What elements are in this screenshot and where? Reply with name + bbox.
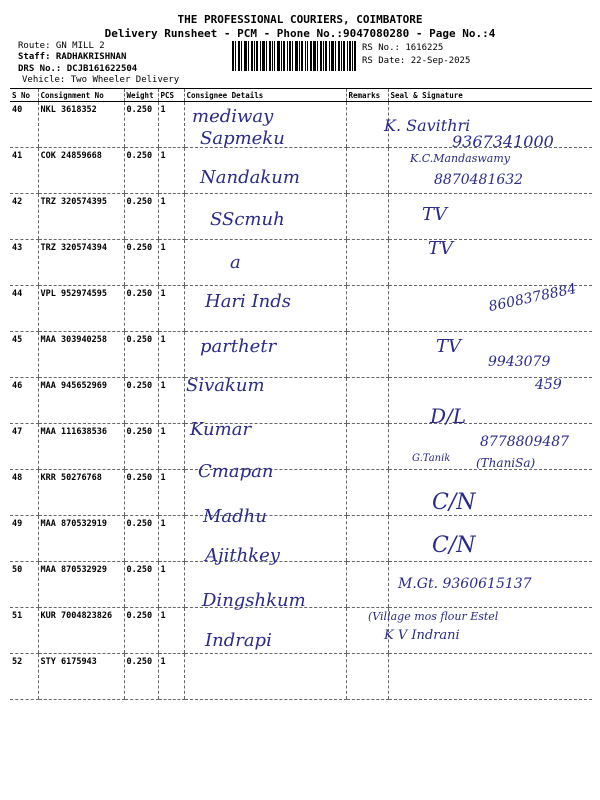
signature-cell — [388, 654, 592, 700]
runsheet-subtitle: Delivery Runsheet - PCM - Phone No.:9047080280 - Page No.:4 — [104, 27, 496, 40]
handwritten-signature: (ThaniSa) — [476, 456, 536, 470]
sno-cell: 46 — [10, 378, 38, 424]
consignment-cell: MAA 870532929 — [38, 562, 124, 608]
handwritten-name: mediway — [192, 106, 274, 127]
handwritten-name: a — [230, 252, 241, 273]
consignment-cell: STY 6175943 — [38, 654, 124, 700]
consignee-cell — [184, 240, 346, 286]
pcs-cell: 1 — [158, 286, 184, 332]
handwritten-name: Nandakum — [200, 167, 300, 188]
handwritten-signature: 9367341000 — [452, 132, 554, 151]
signature-cell — [388, 516, 592, 562]
col-header-consignment: Consignment No — [38, 89, 124, 102]
remarks-cell — [346, 562, 388, 608]
handwritten-signature: TV — [428, 238, 454, 259]
remarks-cell — [346, 194, 388, 240]
weight-cell: 0.250 — [124, 240, 158, 286]
weight-cell: 0.250 — [124, 516, 158, 562]
pcs-cell: 1 — [158, 194, 184, 240]
handwritten-signature: K.C.Mandaswamy — [410, 152, 511, 165]
weight-cell: 0.250 — [124, 378, 158, 424]
pcs-cell: 1 — [158, 562, 184, 608]
table-row — [10, 194, 592, 240]
consignment-cell: TRZ 320574395 — [38, 194, 124, 240]
table-row — [10, 516, 592, 562]
remarks-cell — [346, 378, 388, 424]
consignment-cell: KUR 7004823826 — [38, 608, 124, 654]
remarks-cell — [346, 240, 388, 286]
weight-cell: 0.250 — [124, 654, 158, 700]
handwritten-signature: 8870481632 — [434, 172, 524, 188]
consignment-cell: TRZ 320574394 — [38, 240, 124, 286]
handwritten-signature: K. Savithri — [384, 116, 471, 135]
table-row — [10, 654, 592, 700]
handwritten-signature: K V Indrani — [384, 628, 460, 643]
table-row — [10, 470, 592, 516]
pcs-cell: 1 — [158, 470, 184, 516]
route-label: Route: GN MILL 2 — [18, 41, 105, 51]
sno-cell: 42 — [10, 194, 38, 240]
weight-cell: 0.250 — [124, 562, 158, 608]
consignment-cell: NKL 3618352 — [38, 102, 124, 148]
staff-label: Staff: RADHAKRISHNAN — [18, 52, 127, 62]
handwritten-signature: C/N — [432, 533, 476, 558]
sno-cell: 44 — [10, 286, 38, 332]
sno-cell: 43 — [10, 240, 38, 286]
handwritten-signature: 8778809487 — [480, 434, 570, 450]
pcs-cell: 1 — [158, 332, 184, 378]
remarks-cell — [346, 102, 388, 148]
handwritten-signature: M.Gt. 9360615137 — [398, 576, 532, 592]
consignment-cell: KRR 50276768 — [38, 470, 124, 516]
sno-cell: 41 — [10, 148, 38, 194]
pcs-cell: 1 — [158, 378, 184, 424]
handwritten-signature: 8608378884 — [487, 280, 578, 316]
pcs-cell: 1 — [158, 148, 184, 194]
drs-label: DRS No.: DCJB161622504 — [18, 64, 138, 74]
handwritten-name: Sivakum — [186, 375, 265, 396]
remarks-cell — [346, 424, 388, 470]
handwritten-name: SScmuh — [210, 209, 285, 230]
remarks-cell — [346, 470, 388, 516]
remarks-cell — [346, 516, 388, 562]
remarks-cell — [346, 286, 388, 332]
col-header-pcs: PCS — [158, 89, 184, 102]
weight-cell: 0.250 — [124, 194, 158, 240]
signature-cell — [388, 194, 592, 240]
pcs-cell: 1 — [158, 516, 184, 562]
signature-cell — [388, 240, 592, 286]
handwritten-name: Ajithkey — [205, 545, 280, 566]
pcs-cell: 1 — [158, 424, 184, 470]
handwritten-signature: D/L — [430, 404, 467, 428]
handwritten-name: Cmapan — [198, 461, 274, 482]
handwritten-signature: 9943079 — [488, 354, 551, 370]
weight-cell: 0.250 — [124, 470, 158, 516]
pcs-cell: 1 — [158, 654, 184, 700]
handwritten-signature: TV — [422, 204, 448, 225]
table-row — [10, 608, 592, 654]
remarks-cell — [346, 332, 388, 378]
consignment-cell: MAA 870532919 — [38, 516, 124, 562]
remarks-cell — [346, 654, 388, 700]
vehicle-label: Vehicle: Two Wheeler Delivery — [22, 75, 180, 85]
weight-cell: 0.250 — [124, 102, 158, 148]
barcode — [232, 41, 356, 71]
handwritten-signature: 459 — [535, 377, 562, 393]
weight-cell: 0.250 — [124, 286, 158, 332]
rs-date-label: RS Date: 22-Sep-2025 — [362, 56, 471, 66]
weight-cell: 0.250 — [124, 424, 158, 470]
company-title: THE PROFESSIONAL COURIERS, COIMBATORE — [177, 13, 423, 26]
sno-cell: 45 — [10, 332, 38, 378]
col-header-sno: S No — [10, 89, 38, 102]
handwritten-signature: C/N — [432, 490, 476, 515]
sno-cell: 47 — [10, 424, 38, 470]
pcs-cell: 1 — [158, 608, 184, 654]
table-row — [10, 378, 592, 424]
consignee-cell — [184, 654, 346, 700]
sno-cell: 49 — [10, 516, 38, 562]
sno-cell: 48 — [10, 470, 38, 516]
table-header-row — [10, 89, 592, 102]
handwritten-signature: G.Tanik — [412, 453, 451, 464]
consignment-cell: VPL 952974595 — [38, 286, 124, 332]
sno-cell: 52 — [10, 654, 38, 700]
signature-cell — [388, 470, 592, 516]
handwritten-name: Indrapi — [205, 630, 272, 651]
pcs-cell: 1 — [158, 240, 184, 286]
handwritten-name: parthetr — [200, 336, 277, 357]
handwritten-signature: TV — [436, 336, 462, 357]
weight-cell: 0.250 — [124, 332, 158, 378]
handwritten-name: Kumar — [190, 419, 252, 440]
handwritten-signature: (Village mos flour Estel — [368, 610, 499, 623]
sno-cell: 51 — [10, 608, 38, 654]
weight-cell: 0.250 — [124, 608, 158, 654]
handwritten-name: Sapmeku — [200, 128, 285, 149]
consignment-cell: MAA 945652969 — [38, 378, 124, 424]
sno-cell: 40 — [10, 102, 38, 148]
consignment-cell: COK 24859668 — [38, 148, 124, 194]
weight-cell: 0.250 — [124, 148, 158, 194]
col-header-remarks: Remarks — [346, 89, 388, 102]
handwritten-name: Dingshkum — [202, 590, 306, 611]
remarks-cell — [346, 148, 388, 194]
sno-cell: 50 — [10, 562, 38, 608]
consignment-cell: MAA 303940258 — [38, 332, 124, 378]
handwritten-name: Hari Inds — [205, 291, 291, 312]
col-header-weight: Weight — [124, 89, 158, 102]
consignment-cell: MAA 111638536 — [38, 424, 124, 470]
table-row — [10, 240, 592, 286]
col-header-consignee: Consignee Details — [184, 89, 346, 102]
handwritten-name: Madhu — [203, 506, 267, 527]
pcs-cell: 1 — [158, 102, 184, 148]
col-header-signature: Seal & Signature — [388, 89, 592, 102]
rs-no-label: RS No.: 1616225 — [362, 43, 444, 53]
